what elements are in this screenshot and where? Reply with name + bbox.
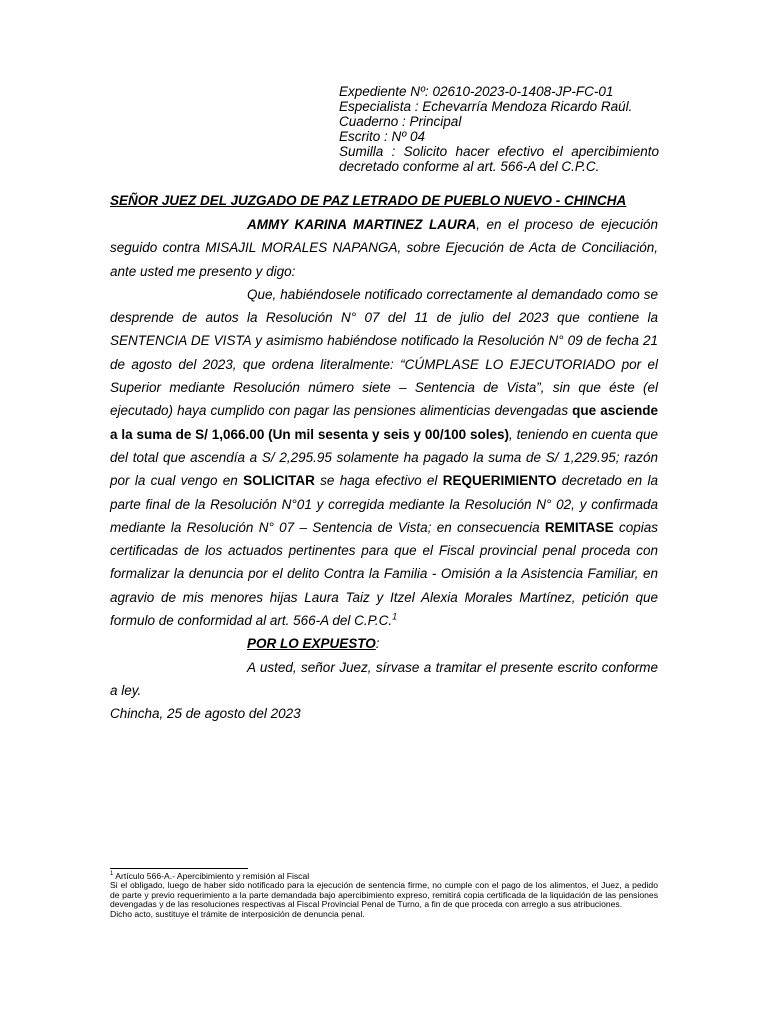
- footnote-number: 1: [110, 871, 114, 878]
- addressee-heading: SEÑOR JUEZ DEL JUZGADO DE PAZ LETRADO DE PUEBLO NUEVO - CHINCHA: [110, 193, 627, 208]
- closing-paragraph: A usted, señor Juez, sírvase a tramitar el presente escrito conforme a ley.: [110, 659, 658, 698]
- escrito-line: Escrito : Nº 04: [339, 129, 425, 144]
- intro-paragraph: [110, 213, 658, 283]
- requerimiento-bold: REQUERIMIENTO: [442, 473, 557, 489]
- amount-bold: que asciende a la suma de S/ 1,066.00 (Un mil sesenta y seis y 00/100 soles): [110, 403, 658, 442]
- main-text-3: se haga efectivo el: [314, 473, 443, 489]
- remitase-bold: REMITASE: [544, 519, 614, 535]
- main-text-5: copias certificadas de los actuados pertinentes para que el Fiscal provincial penal proceda con formalizar la denuncia por el delito Contra la Familia - Omisión a la Asistencia Familiar, en agravio de mis menores hijas Laura Taiz y Itzel Alexia Morales Martínez, petición que formulo de conformidad al art. 566-A del C.P.C.: [110, 519, 658, 629]
- especialista-line: Especialista : Echevarría Mendoza Ricardo Raúl.: [339, 99, 633, 114]
- por-lo-expuesto: POR LO EXPUESTO: [247, 636, 376, 652]
- expediente-line: Expediente Nº: 02610-2023-0-1408-JP-FC-01: [339, 84, 614, 99]
- plaintiff-name: AMMY KARINA MARTINEZ LAURA: [247, 217, 477, 232]
- main-text-1: Que, habiéndosele notificado correctamente al demandado como se desprende de autos la Resolución N° 07 del 11 de julio del 2023 que contiene la SENTENCIA DE VISTA y asimismo habiéndose notificado la Resolución N° 09 de fecha 21 de agosto del 2023, que ordena literalmente: “CÚMPLASE LO EJECUTORIADO por el Superior mediante Resolución número siete – Sentencia de Vista”, sin que éste (el ejecutado) haya cumplido con pagar las pensiones alimenticias devengadas: [110, 286, 658, 419]
- place-date: Chincha, 25 de agosto del 2023: [110, 706, 301, 722]
- footnote-ref: 1: [392, 611, 398, 622]
- footnote-title: Artículo 566-A.- Apercibimiento y remisión al Fiscal: [113, 871, 310, 881]
- footnote-text: Si el obligado, luego de haber sido notificado para la ejecución de sentencia firme, no cumple con el pago de los alimentos, el Juez, a pedido de parte y previo requerimiento a la parte demandada bajo apercibimiento expreso, remitirá copia certificada de la liquidación de las pensiones devengadas y de las resoluciones respectivas al Fiscal Provincial Penal de Turno, a fin de que proceda con arreglo a sus atribuciones.: [110, 880, 658, 910]
- por-colon: :: [375, 636, 380, 652]
- case-header: [339, 84, 659, 174]
- document-body: [110, 213, 658, 726]
- cuaderno-line: Cuaderno : Principal: [339, 114, 462, 129]
- por-lo-expuesto-paragraph: [110, 632, 658, 655]
- main-paragraph: [110, 283, 658, 632]
- solicitar-bold: SOLICITAR: [243, 473, 315, 489]
- footnote-separator: [110, 868, 248, 869]
- intro-text: , en el proceso de ejecución seguido contra MISAJIL MORALES NAPANGA, sobre Ejecución de Acta de Conciliación, ante usted me presento y digo:: [110, 217, 658, 279]
- main-text-4: decretado en la parte final de la Resolución N°01 y corregida mediante la Resolución N° 02, y confirmada mediante la Resolución N° 07 – Sentencia de Vista; en consecuencia: [110, 473, 658, 535]
- footnote: [110, 872, 658, 919]
- sumilla-line: Sumilla : Solicito hacer efectivo el apercibimiento decretado conforme al art. 566-A del C.P.C.: [339, 144, 659, 174]
- footnote-text-2: Dicho acto, sustituye el trámite de interposición de denuncia penal.: [110, 908, 365, 919]
- main-text-2: , teniendo en cuenta que del total que ascendía a S/ 2,295.95 solamente ha pagado la suma de S/ 1,229.95; razón por la cual vengo en: [110, 426, 658, 489]
